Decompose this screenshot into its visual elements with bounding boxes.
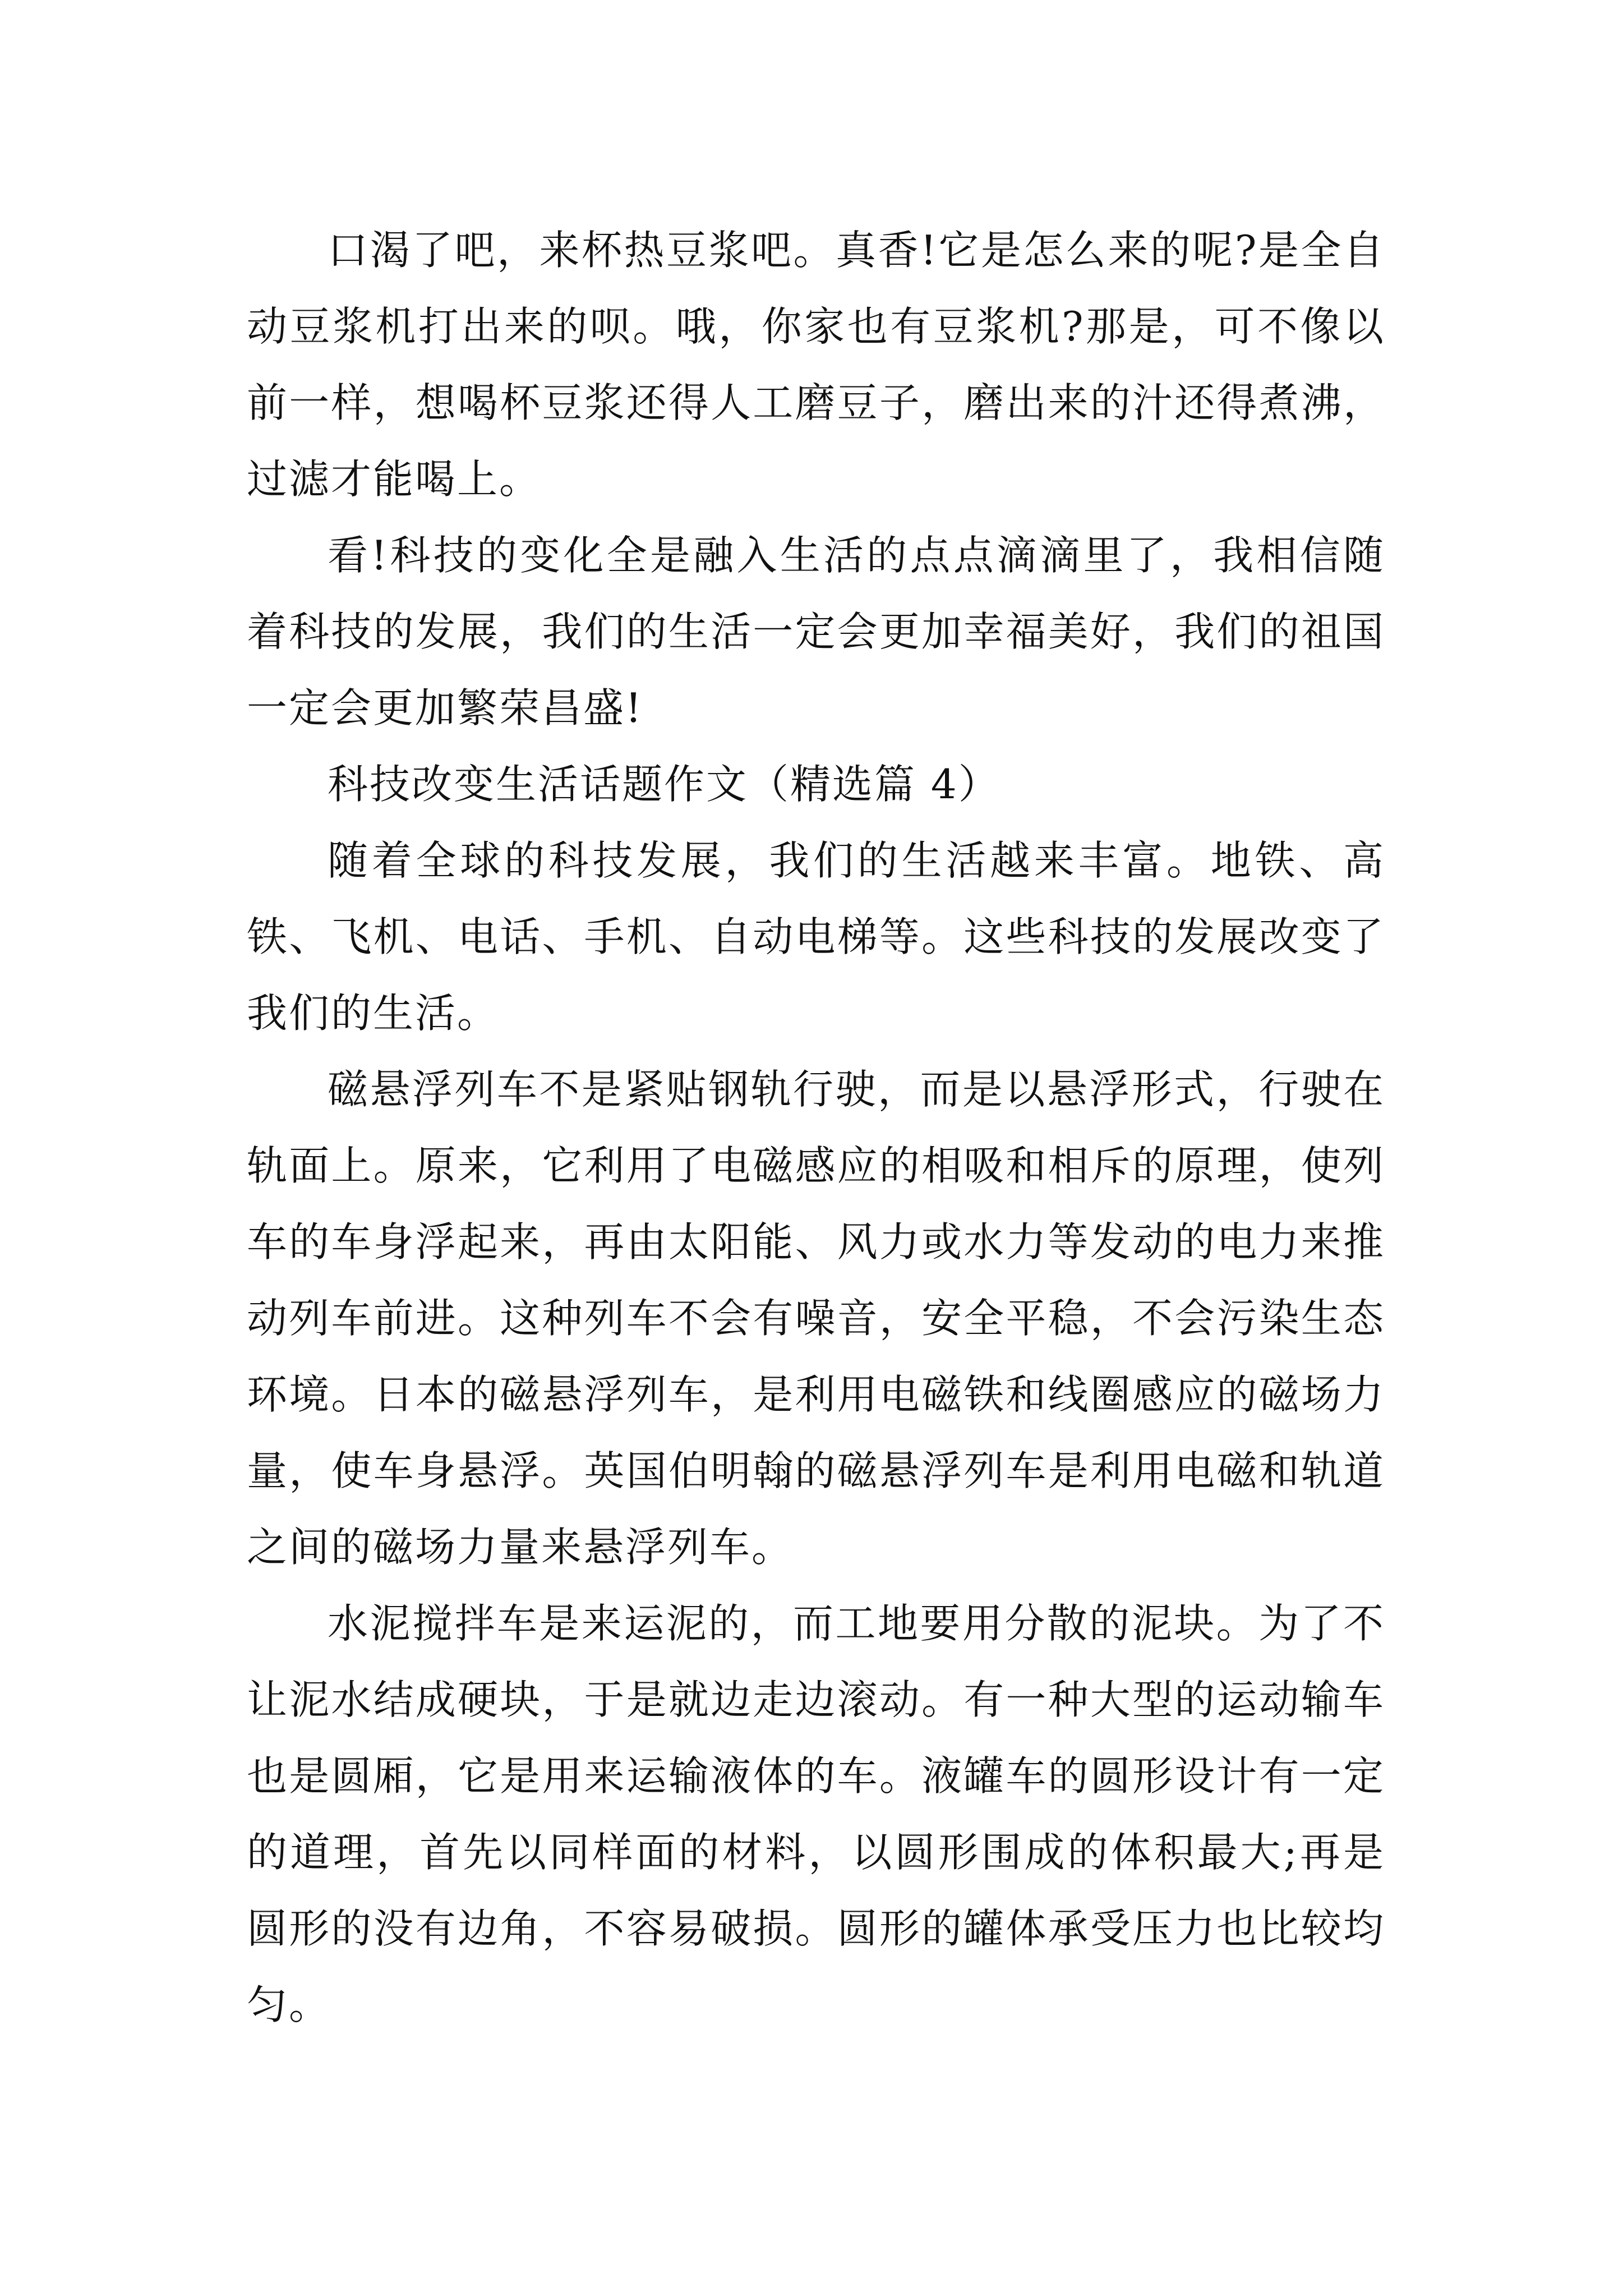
section-title: 科技改变生活话题作文（精选篇 4）: [328, 761, 1000, 808]
paragraph-soymilk: 口渴了吧，来杯热豆浆吧。真香!它是怎么来的呢?是全自动豆浆机打出来的呗。哦，你家也有豆浆机?那是，可不像以前一样，想喝杯豆浆还得人工磨豆子，磨出来的汁还得煮沸，过滤才能喝上。: [247, 227, 1385, 503]
paragraph-maglev: 磁悬浮列车不是紧贴钢轨行驶，而是以悬浮形式，行驶在轨面上。原来，它利用了电磁感应的相吸和相斥的原理，使列车的车身浮起来，再由太阳能、风力或水力等发动的电力来推动列车前进。这种列车不会有噪音，安全平稳，不会污染生态环境。日本的磁悬浮列车，是利用电磁铁和线圈感应的磁场力量，使车身悬浮。英国伯明翰的磁悬浮列车是利用电磁和轨道之间的磁场力量来悬浮列车。: [247, 1066, 1385, 1571]
paragraph-tech-life: 看!科技的变化全是融入生活的点点滴滴里了，我相信随着科技的发展，我们的生活一定会更加幸福美好，我们的祖国一定会更加繁荣昌盛!: [247, 532, 1385, 731]
document-body: [247, 212, 1385, 2043]
paragraph-mixer-truck: 水泥搅拌车是来运泥的，而工地要用分散的泥块。为了不让泥水结成硬块，于是就边走边滚动。有一种大型的运动输车也是圆厢，它是用来运输液体的车。液罐车的圆形设计有一定的道理，首先以同样面的材料，以圆形围成的体积最大;再是圆形的没有边角，不容易破损。圆形的罐体承受压力也比较均匀。: [247, 1600, 1385, 2028]
paragraph-global-tech: 随着全球的科技发展，我们的生活越来丰富。地铁、高铁、飞机、电话、手机、自动电梯等。这些科技的发展改变了我们的生活。: [247, 837, 1385, 1037]
